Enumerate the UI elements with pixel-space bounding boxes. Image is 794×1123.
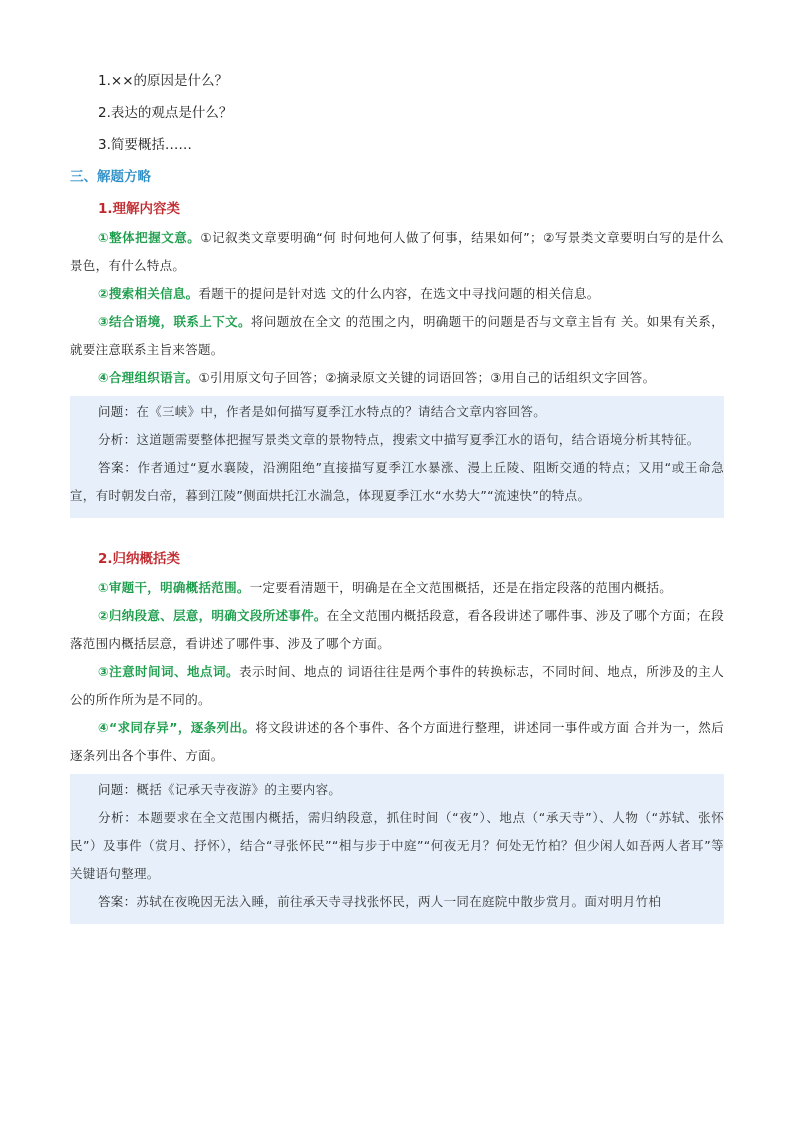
answer-label: 答案：: [98, 894, 137, 909]
answer-text: 苏轼在夜晚因无法入睡，前往承天寺寻找张怀民，两人一同在庭院中散步赏月。面对明月竹柏: [136, 894, 662, 909]
method-lead: ①整体把握文意。: [98, 230, 201, 245]
example-box: [70, 396, 724, 518]
method-item: [70, 364, 724, 392]
method-lead: ③结合语境，联系上下文。: [98, 314, 251, 329]
document-page: [70, 66, 724, 924]
question-label: 问题：: [98, 782, 137, 797]
method-item: [70, 280, 724, 308]
analysis-label: 分析：: [98, 810, 138, 825]
method-text: 一定要看清题干，明确是在全文范围概括，还是在指定段落的范围内概括。: [249, 580, 673, 595]
method-text: 将文段讲述的各个事件、各个方面进行整理，讲述同一事件或方面 合并为一，然后逐条列出各个事件、方面。: [70, 720, 724, 763]
method-text: 看题干的提问是针对选 文的什么内容，在选文中寻找问题的相关信息。: [198, 286, 600, 301]
method-lead: ④“求同存异”，逐条列出。: [98, 720, 256, 735]
example-analysis: [70, 426, 724, 454]
method-lead: ①审题干，明确概括范围。: [98, 580, 250, 595]
example-answer: [70, 888, 724, 916]
method-text: ①引用原文句子回答；②摘录原文关键的词语回答；③用自己的话组织文字回答。: [198, 370, 656, 385]
intro-item: 1.××的原因是什么？: [98, 73, 229, 89]
answer-label: 答案：: [98, 460, 138, 475]
example-analysis: [70, 804, 724, 888]
method-item: [70, 574, 724, 602]
question-label: 问题：: [98, 404, 137, 419]
analysis-text: 本题要求在全文范围内概括，需归纳段意，抓住时间（“夜”）、地点（“承天寺”）、人物（“苏轼、张怀民”）及事件（赏月、抒怀），结合“寻张怀民”“相与步于中庭”“何夜无月？何处无竹柏？但少闲人如吾两人者耳”等关键语句整理。: [70, 810, 725, 881]
example-question: [70, 776, 724, 804]
spacer: [70, 518, 724, 542]
example-box: [70, 774, 724, 924]
intro-item: 3.简要概括……: [98, 137, 192, 153]
subsection-title: 2.归纳概括类: [98, 551, 181, 567]
section-title: 三、解题方略: [70, 169, 151, 185]
method-lead: ④合理组织语言。: [98, 370, 199, 385]
method-lead: ②搜索相关信息。: [98, 286, 199, 301]
analysis-text: 这道题需要整体把握写景类文章的景物特点，搜索文中描写夏季江水的语句，结合语境分析其特征。: [136, 432, 700, 447]
method-lead: ②归纳段意、层意，明确文段所述事件。: [98, 608, 327, 623]
method-lead: ③注意时间词、地点词。: [98, 664, 240, 679]
method-item: [70, 658, 724, 714]
question-text: 在《三峡》中，作者是如何描写夏季江水特点的？请结合文章内容回答。: [136, 404, 547, 419]
answer-text: 作者通过“夏水襄陵，沿溯阻绝”直接描写夏季江水暴涨、漫上丘陵、阻断交通的特点；又用“或王命急宣，有时朝发白帝，暮到江陵”侧面烘托江水湍急，体现夏季江水“水势大”“流速快”的特点。: [70, 460, 725, 503]
analysis-label: 分析：: [98, 432, 137, 447]
method-text: 在全文范围内概括段意，看各段讲述了哪件事、涉及了哪个方面；在段落范围内概括层意，看讲述了哪件事、涉及了哪个方面。: [70, 608, 724, 651]
example-answer: [70, 454, 724, 510]
subsection-title: 1.理解内容类: [98, 201, 181, 217]
method-item: [70, 308, 724, 364]
question-text: 概括《记承天寺夜游》的主要内容。: [136, 782, 342, 797]
method-item: [70, 714, 724, 770]
method-item: [70, 602, 724, 658]
method-item: [70, 224, 724, 280]
method-text: ①记叙类文章要明确“何 时何地何人做了何事，结果如何”；②写景类文章要明白写的是什么景色，有什么特点。: [70, 230, 724, 273]
intro-item: 2.表达的观点是什么？: [98, 105, 233, 121]
method-text: 表示时间、地点的 词语往往是两个事件的转换标志，不同时间、地点，所涉及的主人公的所作所为是不同的。: [70, 664, 725, 707]
method-text: 将问题放在全文 的范围之内，明确题干的问题是否与文章主旨有 关。如果有关系，就要注意联系主旨来答题。: [70, 314, 724, 357]
example-question: [70, 398, 724, 426]
